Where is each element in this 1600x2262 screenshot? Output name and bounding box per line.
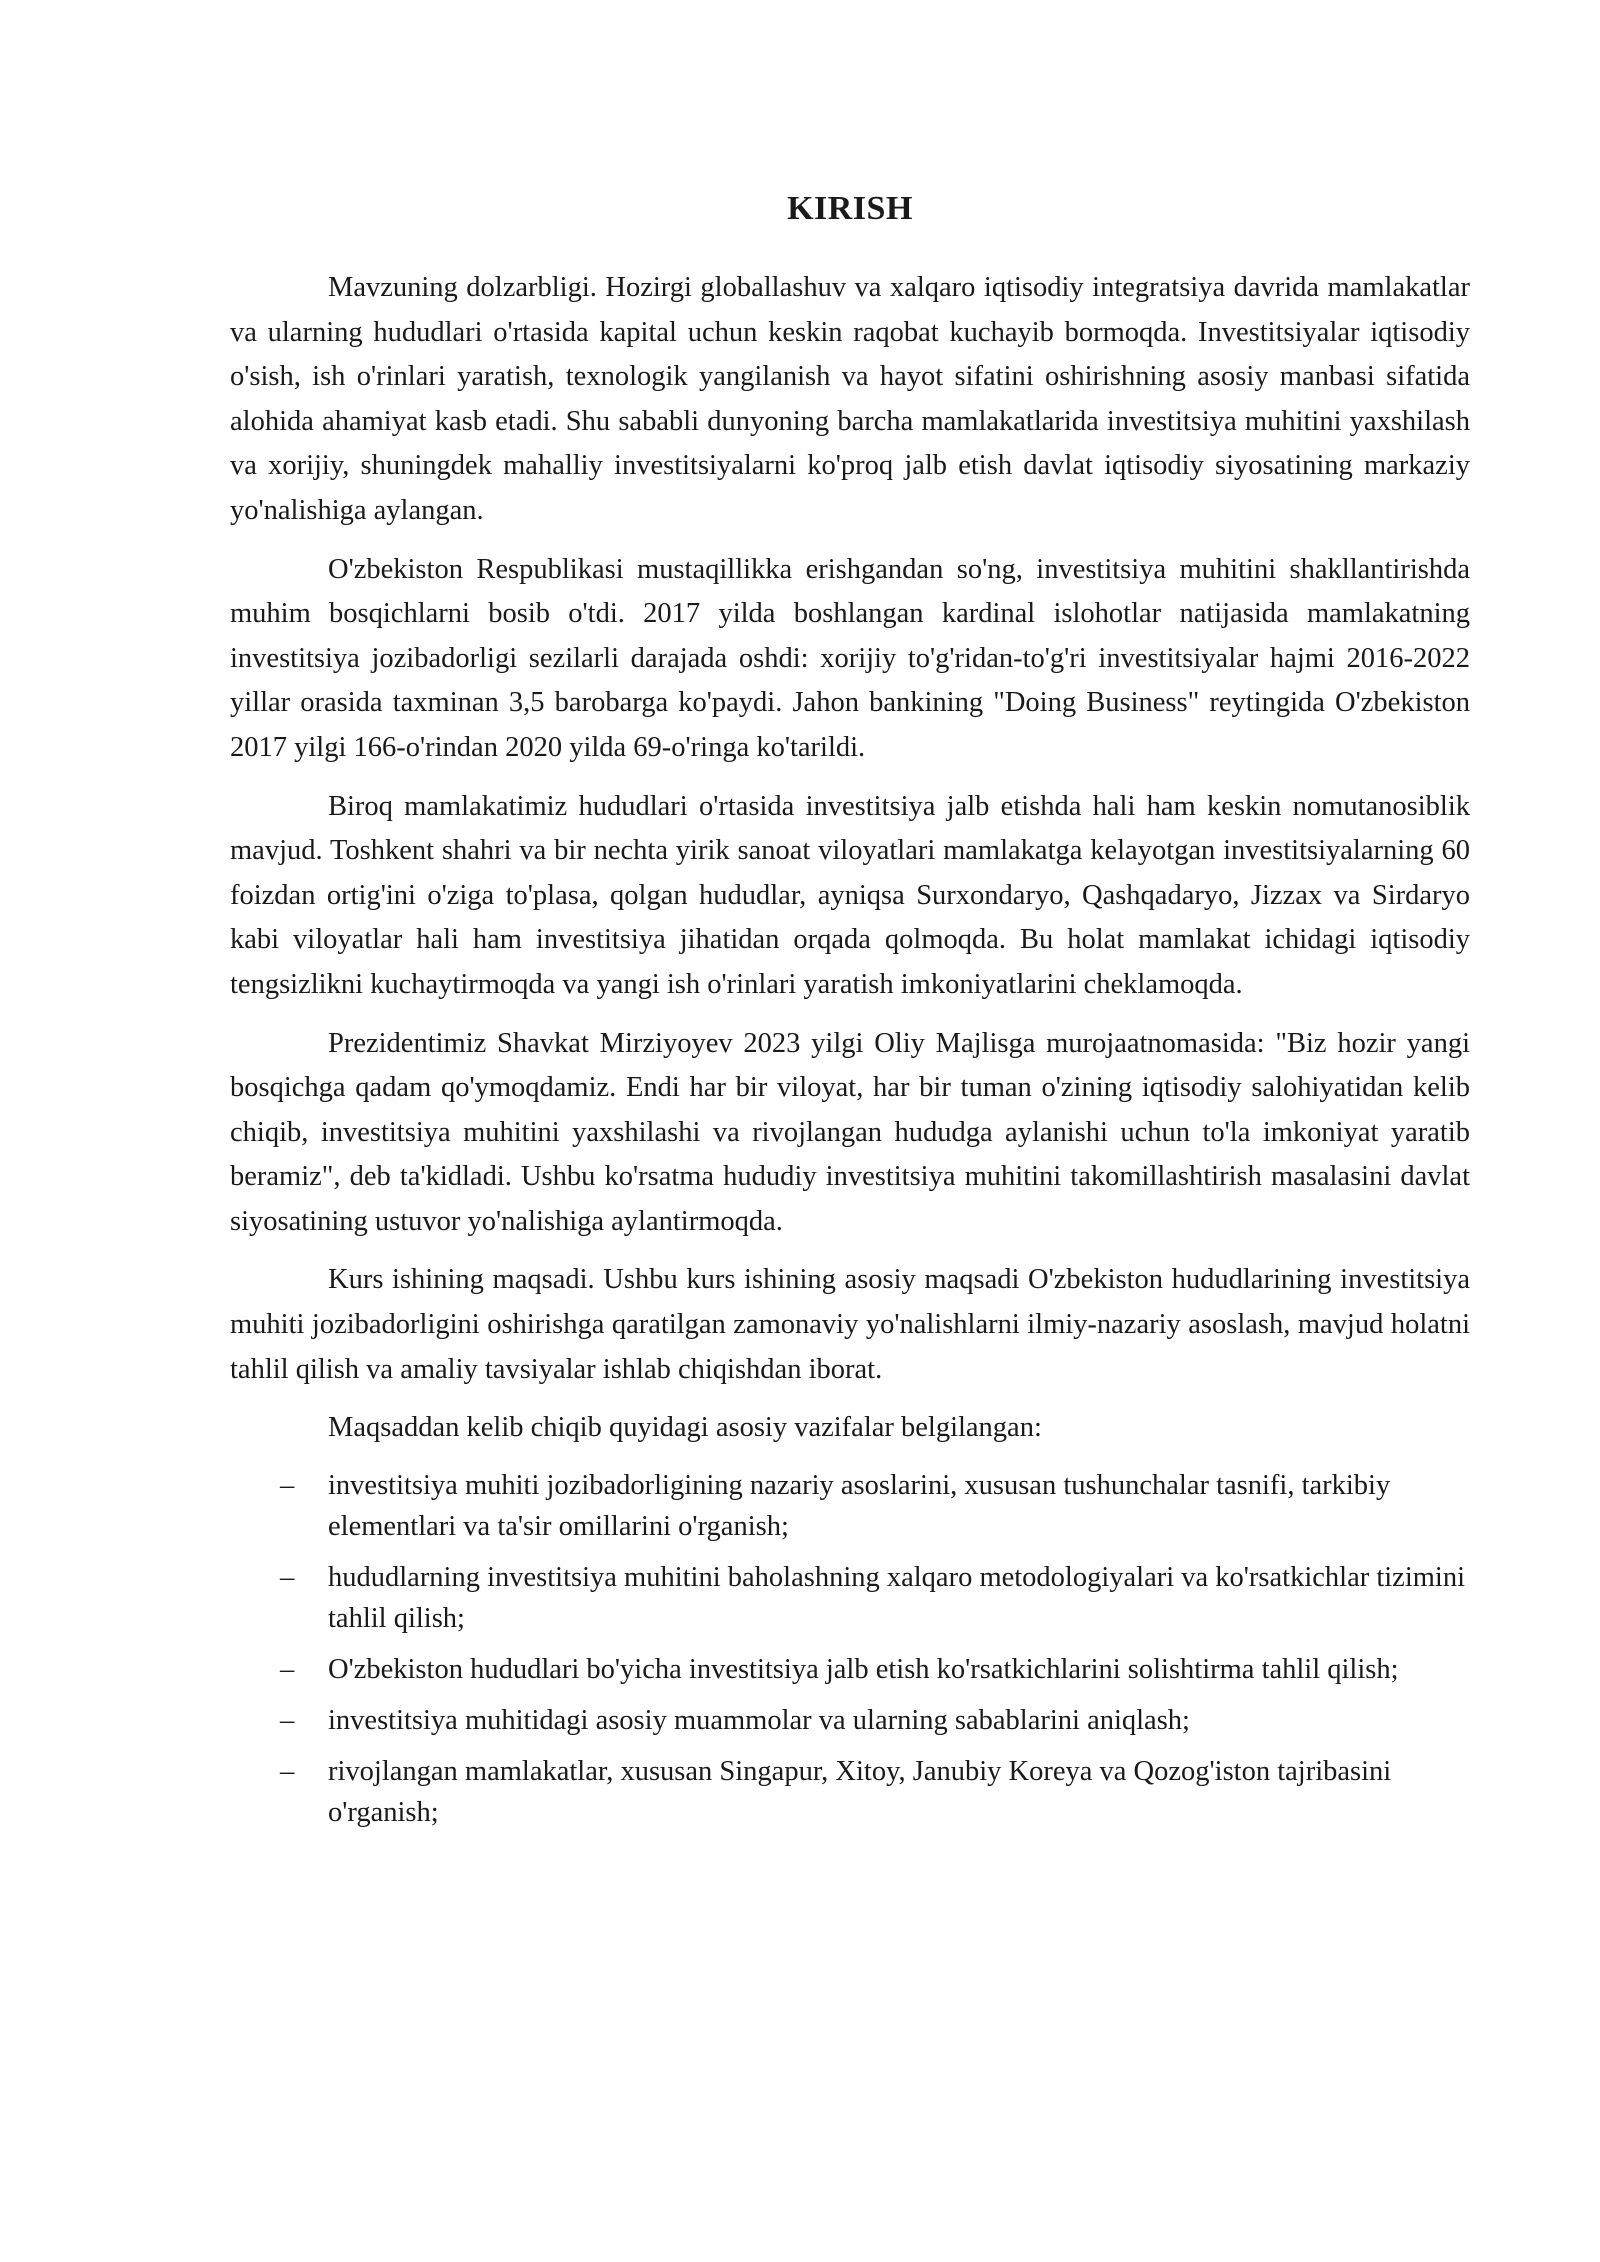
list-item	[230, 1700, 1470, 1741]
paragraph-relevance: Mavzuning dolzarbligi. Hozirgi globallashuv va xalqaro iqtisodiy integratsiya davrida mamlakatlar va ularning hududlari o'rtasida kapital uchun keskin raqobat kuchayib bormoqda. Investitsiyalar iqtisodiy o'sish, ish o'rinlari yaratish, texnologik yangilanish va hayot sifatini oshirishning asosiy manbasi sifatida alohida ahamiyat kasb etadi. Shu sababli dunyoning barcha mamlakatlarida investitsiya muhitini yaxshilash va xorijiy, shuningdek mahalliy investitsiyalarni ko'proq jalb etish davlat iqtisodiy siyosatining markaziy yo'nalishiga aylangan.	[230, 272, 1470, 526]
list-item	[230, 1751, 1470, 1833]
paragraph-goal: Kurs ishining maqsadi. Ushbu kurs ishining asosiy maqsadi O'zbekiston hududlarining investitsiya muhiti jozibadorligini oshirishga qaratilgan zamonaviy yo'nalishlarni ilmiy-nazariy asoslash, mavjud holatni tahlil qilish va amaliy tavsiyalar ishlab chiqishdan iborat.	[230, 1264, 1470, 1385]
list-marker: –	[280, 1755, 295, 1787]
task-text: rivojlangan mamlakatlar, xususan Singapur, Xitoy, Janubiy Koreya va Qozog'iston tajribasini o'rganish;	[328, 1755, 1392, 1828]
paragraph-history: O'zbekiston Respublikasi mustaqillikka erishgandan so'ng, investitsiya muhitini shakllantirishda muhim bosqichlarni bosib o'tdi. 2017 yilda boshlangan kardinal islohotlar natijasida mamlakatning investitsiya jozibadorligi sezilarli darajada oshdi: xorijiy to'g'ridan-to'g'ri investitsiyalar hajmi 2016-2022 yillar orasida taxminan 3,5 barobarga ko'paydi. Jahon bankining "Doing Business" reytingida O'zbekiston 2017 yilgi 166-o'rindan 2020 yilda 69-o'ringa ko'tarildi.	[230, 553, 1470, 763]
list-marker: –	[280, 1561, 295, 1593]
list-item	[230, 1649, 1470, 1690]
paragraph-president-quote: Prezidentimiz Shavkat Mirziyoyev 2023 yilgi Oliy Majlisga murojaatnomasida: "Biz hozir yangi bosqichga qadam qo'ymoqdamiz. Endi har bir viloyat, har bir tuman o'zining iqtisodiy salohiyatidan kelib chiqib, investitsiya muhitini yaxshilashi va rivojlangan hududga aylanishi uchun to'la imkoniyat yaratib beramiz", deb ta'kidladi. Ushbu ko'rsatma hududiy investitsiya muhitini takomillashtirish masalasini davlat siyosatining ustuvor yo'nalishiga aylantirmoqda.	[230, 1027, 1470, 1237]
task-text: O'zbekiston hududlari bo'yicha investitsiya jalb etish ko'rsatkichlarini solishtirma tahlil qilish;	[328, 1653, 1399, 1685]
paragraph-tasks-intro: Maqsaddan kelib chiqib quyidagi asosiy vazifalar belgilangan:	[328, 1412, 1042, 1444]
task-text: investitsiya muhitidagi asosiy muammolar va ularning sabablarini aniqlash;	[328, 1704, 1190, 1736]
list-marker: –	[280, 1704, 295, 1736]
list-item	[230, 1557, 1470, 1639]
document-page	[230, 190, 1470, 1843]
paragraph-imbalance: Biroq mamlakatimiz hududlari o'rtasida investitsiya jalb etishda hali ham keskin nomutanosiblik mavjud. Toshkent shahri va bir nechta yirik sanoat viloyatlari mamlakatga kelayotgan investitsiyalarning 60 foizdan ortig'ini o'ziga to'plasa, qolgan hududlar, ayniqsa Surxondaryo, Qashqadaryo, Jizzax va Sirdaryo kabi viloyatlar hali ham investitsiya jihatidan orqada qolmoqda. Bu holat mamlakat ichidagi iqtisodiy tengsizlikni kuchaytirmoqda va yangi ish o'rinlari yaratish imkoniyatlarini cheklamoqda.	[230, 790, 1470, 1000]
task-text: investitsiya muhiti jozibadorligining nazariy asoslarini, xususan tushunchalar tasnifi, tarkibiy elementlari va ta'sir omillarini o'rganish;	[328, 1469, 1391, 1542]
page-title: KIRISH	[787, 190, 913, 227]
task-text: hududlarning investitsiya muhitini baholashning xalqaro metodologiyalari va ko'rsatkichlar tizimini tahlil qilish;	[328, 1561, 1465, 1634]
list-marker: –	[280, 1653, 295, 1685]
list-marker: –	[280, 1469, 295, 1501]
task-list	[230, 1465, 1470, 1833]
list-item	[230, 1465, 1470, 1547]
